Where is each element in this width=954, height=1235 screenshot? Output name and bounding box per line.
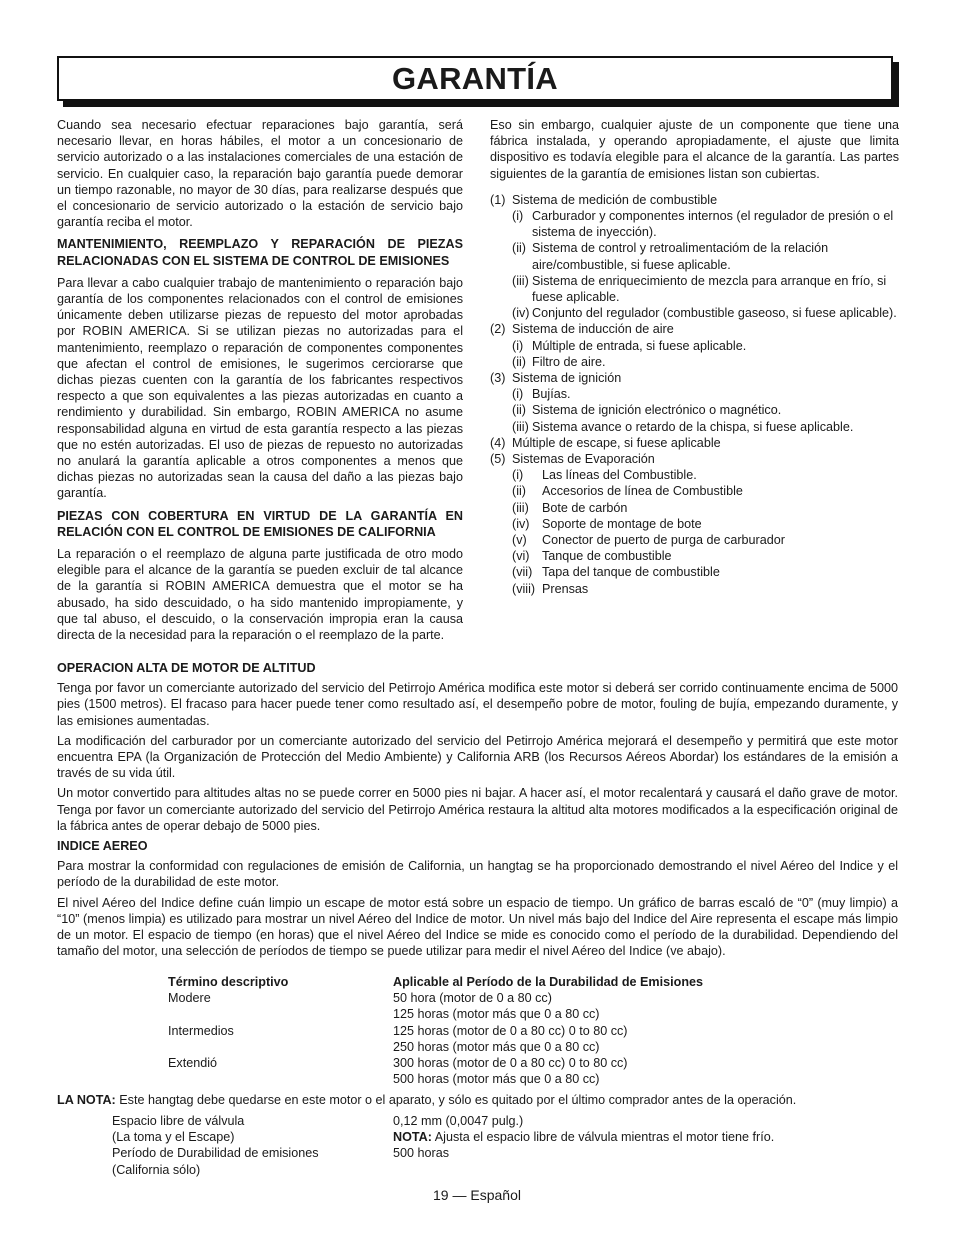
table-row: [168, 1006, 703, 1022]
table-cell: Ajusta el espacio libre de válvula mientras el motor tiene frío.: [431, 1130, 775, 1145]
table-row: [112, 1145, 774, 1161]
list-item: [490, 354, 899, 370]
list-item: [490, 532, 899, 548]
list-number: (4): [490, 435, 506, 450]
list-text: Accesorios de línea de Combustible: [542, 484, 743, 499]
altitude-section: [57, 660, 898, 963]
page-footer: 19 — Español: [433, 1187, 521, 1203]
list-item: [490, 305, 899, 321]
list-text: Sistema de medición de combustible: [512, 192, 718, 207]
table-cell: Intermedios: [168, 1023, 234, 1038]
list-number: (ii): [512, 241, 526, 256]
table-row: [168, 1023, 703, 1039]
paragraph: El nivel Aéreo del Indice define cuán limpio un escape de motor está sobre un espacio de tiempo. Un gráfico de barras escaló de “0” (muy limpio) a “10” (menos limpia) es utilizado para mostrar un nivel Aéreo del Indice de motor. Un nivel más bajo del Indice del Aire representa el escape más limpio de un motor. El espacio de tiempo (en horas) que el nivel Aéreo del Indice se mide es conocido como el período de la durabilidad. Dependiendo del tamaño del motor, una selección de períodos de tiempo se puede utilizar para medir el nivel Aéreo del Indice (ve abajo).: [57, 895, 898, 959]
table-row: [168, 1055, 703, 1071]
section-heading: MANTENIMIENTO, REEMPLAZO Y REPARACIÓN DE PIEZAS RELACIONADAS CON EL SISTEMA DE CONTROL DE EMISIONES: [57, 237, 463, 268]
list-number: (i): [512, 209, 524, 224]
table-row: [168, 990, 703, 1006]
list-number: (viii): [512, 581, 536, 596]
covered-parts-list: [490, 192, 899, 597]
table-header: [168, 974, 703, 990]
list-number: (i): [512, 387, 524, 402]
list-text: Conector de puerto de purga de carburador: [542, 533, 785, 548]
list-text: Múltiple de entrada, si fuese aplicable.: [532, 338, 747, 353]
list-number: (iii): [512, 500, 529, 515]
list-text: Sistema de ignición: [512, 371, 622, 386]
note: [57, 1092, 898, 1112]
section-heading: PIEZAS CON COBERTURA EN VIRTUD DE LA GARANTÍA EN RELACIÓN CON EL CONTROL DE EMISIONES DE CALIFORNIA: [57, 508, 463, 539]
table-cell: Modere: [168, 991, 211, 1006]
list-item: [490, 208, 899, 240]
list-item: [490, 192, 899, 208]
left-column: [57, 117, 463, 649]
list-number: (vi): [512, 549, 530, 564]
list-item: [490, 273, 899, 305]
list-number: (ii): [512, 484, 526, 499]
table-cell: 300 horas (motor de 0 a 80 cc) 0 to 80 cc): [393, 1056, 628, 1071]
list-item: [490, 435, 899, 451]
table-cell: (California sólo): [112, 1162, 201, 1177]
durability-table: [168, 974, 703, 1087]
table-row: [112, 1162, 774, 1178]
section-heading: OPERACION ALTA DE MOTOR DE ALTITUD: [57, 661, 316, 675]
paragraph: Eso sin embargo, cualquier ajuste de un componente que tiene una fábrica instalada, y operando apropiadamente, el ajuste que limita dispositivo es todavía elegible para el alcance de la garantía. Las partes siguientes de la garantía de emisiones listan son cubiertas.: [490, 118, 899, 181]
list-text: Sistema de inducción de aire: [512, 322, 674, 337]
list-number: (iv): [512, 306, 530, 321]
list-item: [490, 402, 899, 418]
note-text: Este hangtag debe quedarse en este motor o el aparato, y sólo es quitado por el último comprador antes de la operación.: [115, 1093, 797, 1107]
paragraph: Un motor convertido para altitudes altas no se puede correr en 5000 pies ni bajar. A hacer así, el motor recalentará y causará el daño grave de motor. Tenga por favor un comerciante autorizado del servicio del Petirrojo América restaura la altitud alta motores modificados a la especificación original de la fábrica antes de operar debajo de 5000 pies.: [57, 786, 898, 833]
list-number: (1): [490, 192, 506, 207]
table-cell: (La toma y el Escape): [112, 1130, 235, 1145]
list-text: Prensas: [542, 581, 589, 596]
list-item: [490, 338, 899, 354]
list-number: (iv): [512, 516, 530, 531]
table-cell: [168, 1039, 393, 1055]
table-row: [112, 1113, 774, 1129]
title-banner: [57, 56, 893, 101]
list-item: [490, 370, 899, 386]
list-number: (i): [512, 338, 524, 353]
list-text: Tanque de combustible: [542, 549, 672, 564]
paragraph: La reparación o el reemplazo de alguna parte justificada de otro modo elegible para el alcance de la garantía se pueden excluir de tal alcance de la garantía si ROBIN AMERICA demuestra que el motor se ha abusado, ha sido descuidado, o ha sido mantenido impropiamente, y que tal abuso, el descuido, o la conservación impropia eran la causa directa de la necesidad para la reparación o el reemplazo de la parte.: [57, 547, 463, 643]
list-item: [490, 483, 899, 499]
table-row: [168, 1071, 703, 1087]
table-row: [168, 1039, 703, 1055]
list-text: Carburador y componentes internos (el regulador de presión o el sistema de inyección).: [532, 209, 894, 240]
table-cell: Período de Durabilidad de emisiones: [112, 1146, 319, 1161]
list-text: Sistema de control y retroalimentacióm de la relación aire/combustible, si fuese aplicable.: [532, 241, 829, 272]
table-cell: 0,12 mm (0,0047 pulg.): [393, 1114, 524, 1128]
list-item: [490, 419, 899, 435]
paragraph: Para mostrar la conformidad con regulaciones de emisión de California, un hangtag se ha proporcionado demostrando el nivel Aéreo del Indice y el período de la durabilidad de este motor.: [57, 859, 898, 890]
table-cell: 50 hora (motor de 0 a 80 cc): [393, 991, 552, 1006]
list-number: (ii): [512, 354, 526, 369]
list-item: [490, 386, 899, 402]
list-text: Las líneas del Combustible.: [542, 468, 697, 483]
list-number: (2): [490, 322, 506, 337]
table-header-cell: Término descriptivo: [168, 975, 289, 989]
list-number: (iii): [512, 419, 529, 434]
paragraph: Tenga por favor un comerciante autorizado del servicio del Petirrojo América modifica este motor si deberá ser corrido continuamente encima de 5000 pies (1500 metros). El fracaso para hacer puede tener como resultado así, el desempeño pobre de motor, fouling de bujía, empezando duramente, y las emisiones aumentadas.: [57, 681, 898, 728]
table-cell: 250 horas (motor más que 0 a 80 cc): [393, 1039, 600, 1054]
list-text: Soporte de montage de bote: [542, 516, 702, 531]
table-header-cell: Aplicable al Período de la Durabilidad de Emisiones: [393, 975, 704, 989]
list-item: [490, 451, 899, 467]
list-item: [490, 500, 899, 516]
list-item: [490, 564, 899, 580]
paragraph: La modificación del carburador por un comerciante autorizado del servicio del Petirrojo América mejorará el desempeño y permitirá que este motor encuentra EPA (la Organización de Protección del Medio Ambiente) y California ARB (los Recursos Aéreos Abordar) los estándares de la emisión a través de su vida útil.: [57, 733, 898, 781]
list-item: [490, 581, 899, 597]
list-item: [490, 467, 899, 483]
list-text: Bote de carbón: [542, 500, 628, 515]
right-column: [490, 117, 899, 597]
page-title: GARANTÍA: [392, 61, 558, 96]
list-number: (ii): [512, 403, 526, 418]
list-item: [490, 516, 899, 532]
list-number: (3): [490, 371, 506, 386]
list-text: Bujías.: [532, 387, 571, 402]
list-text: Filtro de aire.: [532, 354, 606, 369]
list-text: Tapa del tanque de combustible: [542, 565, 720, 580]
list-text: Sistema de ignición electrónico o magnético.: [532, 403, 782, 418]
list-number: (5): [490, 452, 506, 467]
list-text: Sistemas de Evaporación: [512, 452, 655, 467]
list-item: [490, 240, 899, 272]
list-text: Conjunto del regulador (combustible gaseoso, si fuese aplicable).: [532, 306, 897, 321]
note-label: LA NOTA:: [57, 1093, 116, 1107]
list-number: (v): [512, 533, 527, 548]
list-number: (iii): [512, 273, 529, 288]
table-cell: [168, 1071, 393, 1087]
list-item: [490, 321, 899, 337]
table-cell: Espacio libre de válvula: [112, 1114, 245, 1128]
table-cell: 125 horas (motor de 0 a 80 cc) 0 to 80 cc): [393, 1023, 628, 1038]
spec-table: [112, 1113, 774, 1178]
paragraph: Para llevar a cabo cualquier trabajo de mantenimiento o reparación bajo garantía de los componentes relacionados con el control de emisiones únicamente deben utilizarse piezas de repuesto del motor aprobadas por ROBIN AMERICA. Si se utilizan piezas no autorizadas para el mantenimiento, reemplazo o reparación de componentes componentes que afectan el control de emisiones, le sugerimos cerciorarse que dichas piezas cuenten con la garantía de los fabricantes respectivos respecto a que son equivalentes a las piezas autorizadas en cuanto a rendimiento y durabilidad. Sin embargo, ROBIN AMERICA no asume responsabilidad alguna en virtud de esta garantía respecto a las piezas que no estén autorizadas. El uso de piezas de repuesto no autorizadas no anulará la garantía aplicable a otros componentes a menos que dichas piezas no autorizadas sean la causa del daño a las piezas bajo garantía.: [57, 275, 463, 501]
table-cell: 500 horas: [393, 1146, 450, 1161]
list-text: Múltiple de escape, si fuese aplicable: [512, 435, 721, 450]
list-number: (vii): [512, 565, 533, 580]
paragraph: Cuando sea necesario efectuar reparaciones bajo garantía, será necesario llevar, en horas hábiles, el motor a un concesionario de servicio autorizado o a las instalaciones comerciales de una estación de servicio. En cualquier caso, la reparación bajo garantía puede demorar un tiempo razonable, no mayor de 30 días, para realizarse después que el concesionario de servicio autorizado o la estación de servicio bajo garantía reciba el motor.: [57, 118, 463, 230]
table-cell: [168, 1006, 393, 1022]
table-cell: Extendió: [168, 1056, 218, 1071]
table-row: [112, 1129, 774, 1145]
table-cell: 125 horas (motor más que 0 a 80 cc): [393, 1007, 600, 1022]
list-number: (i): [512, 468, 524, 483]
table-cell: 500 horas (motor más que 0 a 80 cc): [393, 1072, 600, 1087]
list-item: [490, 548, 899, 564]
section-heading: INDICE AEREO: [57, 839, 148, 854]
list-text: Sistema de enriquecimiento de mezcla para arranque en frío, si fuese aplicable.: [532, 273, 887, 305]
note-label: NOTA:: [393, 1130, 432, 1145]
list-text: Sistema avance o retardo de la chispa, si fuese aplicable.: [532, 419, 854, 434]
